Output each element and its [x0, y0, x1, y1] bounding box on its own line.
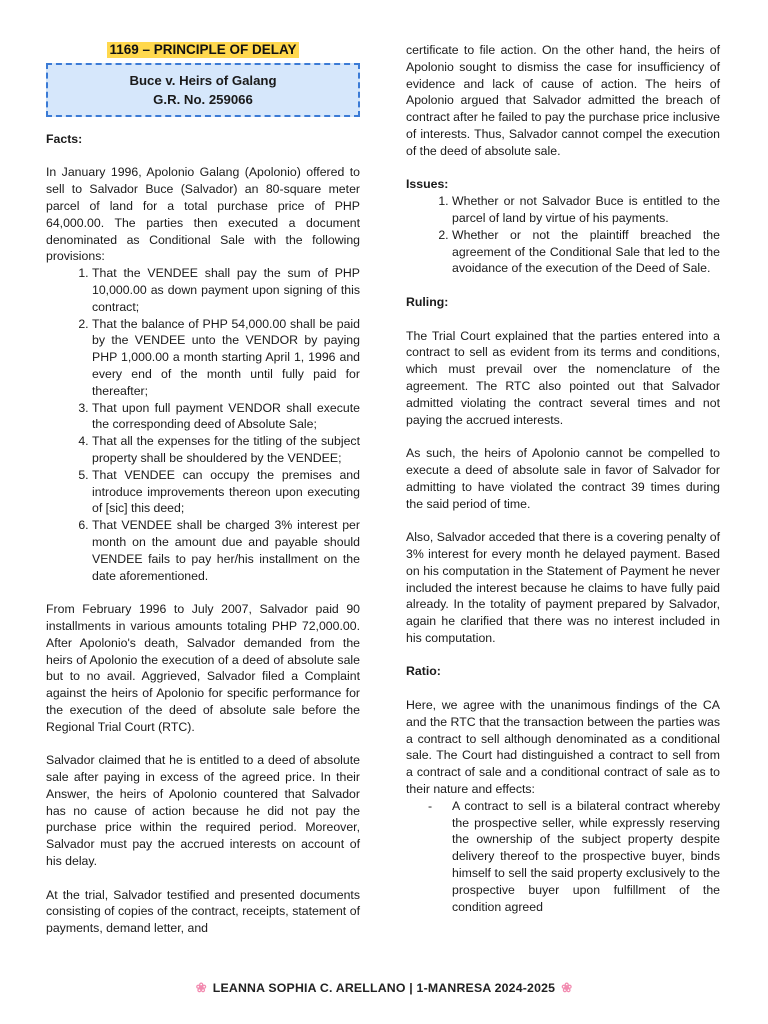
- provision-item: 6. That VENDEE shall be charged 3% interest per month on the amount due and payable should VENDEE fails to pay her/his installment on the date aforementioned.: [92, 517, 360, 584]
- ratio-dash-list: [406, 798, 720, 916]
- cherry-blossom-icon: ❀: [561, 980, 573, 995]
- footer: [0, 980, 768, 996]
- footer-text: LEANNA SOPHIA C. ARELLANO | 1-MANRESA 2024-2025: [212, 981, 556, 995]
- title-wrap: [46, 42, 360, 59]
- issues-list: [406, 193, 720, 277]
- topic-title: 1169 – PRINCIPLE OF DELAY: [109, 42, 297, 57]
- ratio-heading: Ratio:: [406, 664, 441, 679]
- case-name: Buce v. Heirs of Galang: [129, 72, 277, 88]
- ratio-bullet: - A contract to sell is a bilateral contract whereby the prospective seller, while expressly reserving the ownership of the subject property despite delivery thereof to the prospective buyer, binds himself to sell the said property exclusively to the prospective buyer upon fulfillment of the condition agreed: [452, 798, 720, 916]
- ruling-paragraph-2: As such, the heirs of Apolonio cannot be compelled to execute a deed of absolute sale in favor of Salvador for admitting to have violated the contract 39 times during the said period of time.: [406, 446, 720, 511]
- issue-item: 1. Whether or not Salvador Buce is entitled to the parcel of land by virtue of his payments.: [452, 193, 720, 227]
- facts-heading: Facts:: [46, 131, 83, 146]
- right-column: [406, 42, 720, 915]
- cherry-blossom-icon: ❀: [195, 980, 207, 995]
- provision-item: 4. That all the expenses for the titling of the subject property shall be shouldered by the VENDEE;: [92, 433, 360, 467]
- ruling-paragraph-1: The Trial Court explained that the parties entered into a contract to sell as evident from its terms and conditions, which must prevail over the nomenclature of the agreement. The RTC also pointed out that Salvador admitted violating the contract several times and not paying the accrued interests.: [406, 328, 720, 427]
- issue-item: 2. Whether or not the plaintiff breached the agreement of the Conditional Sale that led to the avoidance of the execution of the Deed of Sale.: [452, 227, 720, 277]
- left-column: [46, 42, 360, 954]
- facts-paragraph-4-part-2: certificate to file action. On the other hand, the heirs of Apolonio sought to dismiss the case for insufficiency of evidence and lack of cause of action. The heirs of Apolonio argued that Salvador admitted the breach of contract after he failed to pay the purchase price inclusive of interests. Thus, Salvador cannot compel the execution of the deed of absolute sale.: [406, 43, 720, 158]
- case-box: [46, 63, 360, 117]
- ruling-paragraph-3: Also, Salvador acceded that there is a covering penalty of 3% interest for every month he delayed payment. Based on his computation in the Statement of Payment he never included the interest because he claims to have fully paid already. In the totality of payment prepared by Salvador, again he clarified that there was no interest included in his computation.: [406, 530, 720, 645]
- facts-paragraph-1: In January 1996, Apolonio Galang (Apolonio) offered to sell to Salvador Buce (Salvador) an 80-square meter parcel of land for a total purchase price of PHP 64,000.00. The parties then executed a document denominated as Conditional Sale with the following provisions:: [46, 165, 360, 264]
- facts-paragraph-4-part-1: At the trial, Salvador testified and presented documents consisting of copies of the contract, receipts, statement of payments, demand letter, and: [46, 887, 360, 936]
- provisions-list: [46, 265, 360, 584]
- issues-heading: Issues:: [406, 177, 449, 192]
- ruling-heading: Ruling:: [406, 294, 449, 309]
- ratio-paragraph-1: Here, we agree with the unanimous findings of the CA and the RTC that the transaction between the parties was a contract to sell although denominated as a conditional sale. The Court had distinguished a contract to sell from a contract of sale and a conditional contract of sale as to their nature and effects:: [406, 698, 720, 797]
- provision-item: 3. That upon full payment VENDOR shall execute the corresponding deed of Absolute Sale;: [92, 400, 360, 434]
- facts-paragraph-2: From February 1996 to July 2007, Salvador paid 90 installments in various amounts totaling PHP 72,000.00. After Apolonio's death, Salvador demanded from the heirs of Apolonio the execution of a deed of absolute sale but to no avail. Aggrieved, Salvador filed a Complaint against the heirs of Apolonio for specific performance for the execution of the deed of absolute sale before the Regional Trial Court (RTC).: [46, 602, 360, 734]
- gr-number: G.R. No. 259066: [153, 91, 253, 107]
- provision-item: 1. That the VENDEE shall pay the sum of PHP 10,000.00 as down payment upon signing of this contract;: [92, 265, 360, 315]
- provision-item: 5. That VENDEE can occupy the premises and introduce improvements thereon upon executing of [sic] this deed;: [92, 467, 360, 517]
- provision-item: 2. That the balance of PHP 54,000.00 shall be paid by the VENDEE unto the VENDOR by paying PHP 1,000.00 a month starting April 1, 1996 and every end of the month until fully paid for thereafter;: [92, 316, 360, 400]
- facts-paragraph-3: Salvador claimed that he is entitled to a deed of absolute sale after paying in excess of the agreed price. In their Answer, the heirs of Apolonio countered that Salvador has no cause of action because he did not pay the purchase price within the required period. Moreover, Salvador must pay the accrued interests on account of his delay.: [46, 753, 360, 869]
